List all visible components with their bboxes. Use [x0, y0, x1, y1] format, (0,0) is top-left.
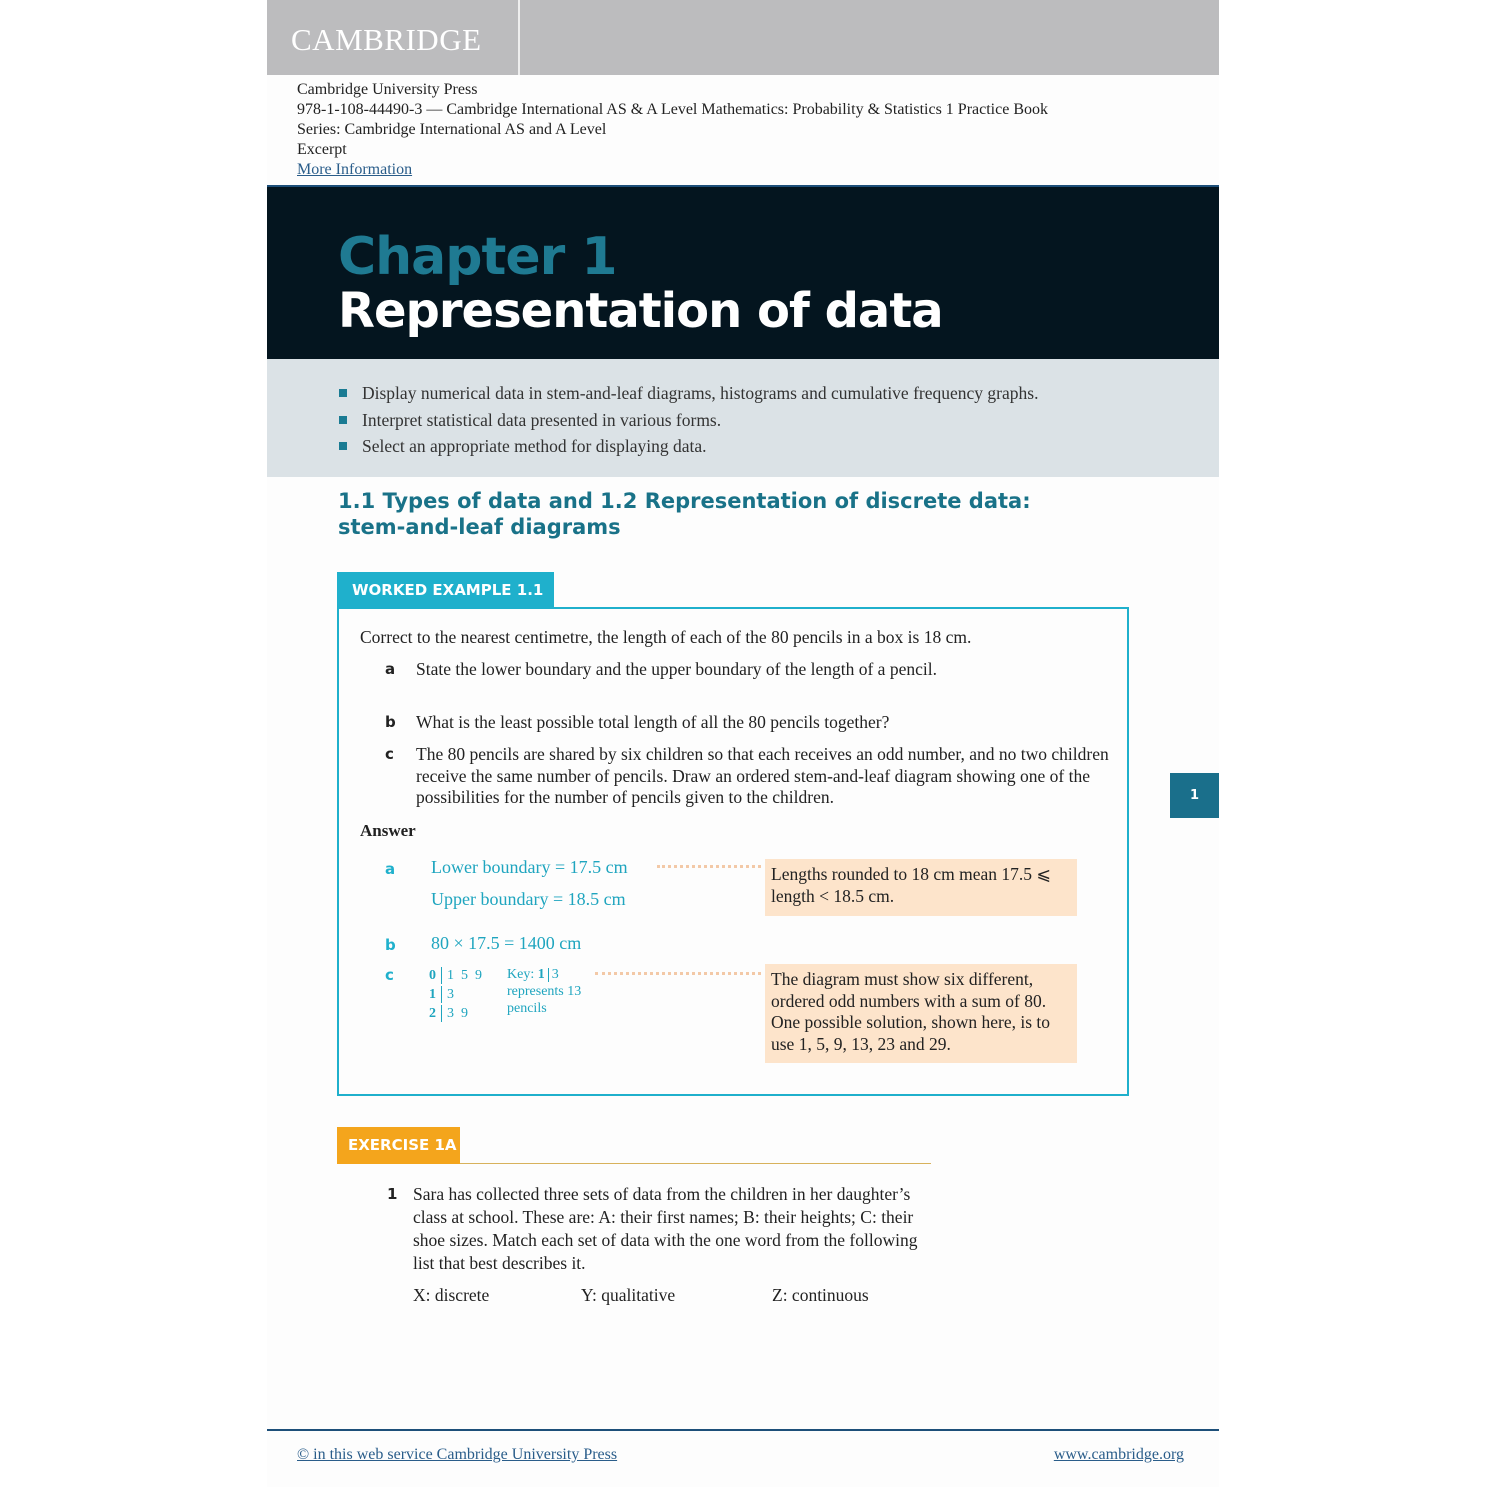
isbn-title: 978-1-108-44490-3 — Cambridge International AS & A Level Mathematics: Probability & Statistics 1 Practice Book	[297, 101, 1048, 118]
cambridge-logo	[267, 0, 520, 75]
key-leaf: 3	[551, 967, 559, 982]
learning-objectives	[267, 359, 1219, 477]
excerpt-label: Excerpt	[297, 141, 347, 158]
question-text: State the lower boundary and the upper boundary of the length of a pencil.	[416, 659, 937, 679]
answer-label-b: b	[385, 936, 396, 954]
worked-example-tab: WORKED EXAMPLE 1.1	[337, 572, 554, 608]
answer-heading: Answer	[360, 821, 416, 840]
page	[267, 0, 1219, 1487]
answer-a-line1: Lower boundary = 17.5 cm	[431, 857, 628, 877]
answer-label-a: a	[385, 860, 396, 878]
leaf-values: 1 5 9	[447, 968, 482, 983]
answer-label-c: c	[385, 966, 394, 984]
stem-value: 0	[429, 968, 436, 983]
stem-leaf-key	[507, 966, 602, 1017]
chapter-number: Chapter 1	[338, 227, 617, 287]
exercise-divider	[460, 1163, 931, 1164]
question-text: What is the least possible total length of all the 80 pencils together?	[416, 712, 890, 732]
question-label: c	[385, 745, 394, 763]
header-bar	[267, 0, 1219, 75]
key-label: Key:	[507, 967, 535, 982]
book-metadata	[297, 80, 1048, 180]
exercise-tab: EXERCISE 1A	[337, 1127, 460, 1164]
leaf-values: 3 9	[447, 1006, 468, 1021]
objective-item: Display numerical data in stem-and-leaf diagrams, histograms and cumulative frequency graphs.	[339, 380, 1038, 407]
answer-a-line2: Upper boundary = 18.5 cm	[431, 889, 626, 909]
section-heading: 1.1 Types of data and 1.2 Representation of discrete data: stem-and-leaf diagrams	[338, 489, 1031, 539]
question-text: The 80 pencils are shared by six children so that each receives an odd number, and no two children receive the same number of pencils. Draw an ordered stem-and-leaf diagram showing one of the possibilities for the number of pencils given to the children.	[416, 744, 1109, 807]
more-information-link[interactable]: More Information	[297, 161, 413, 178]
key-stem: 1	[537, 967, 545, 982]
option-x: X: discrete	[413, 1285, 490, 1305]
option-z: Z: continuous	[772, 1285, 869, 1305]
stem-row	[426, 1004, 482, 1023]
objective-item: Select an appropriate method for displaying data.	[339, 433, 1038, 460]
leaf-values: 3	[447, 987, 454, 1002]
footer-divider	[267, 1429, 1219, 1431]
note-c: The diagram must show six different, ordered odd numbers with a sum of 80. One possible solution, shown here, is to use 1, 5, 9, 13, 23 and 29.	[765, 964, 1077, 1063]
objective-item: Interpret statistical data presented in various forms.	[339, 407, 1038, 434]
stem-value: 1	[429, 987, 436, 1002]
stem-and-leaf-diagram	[426, 966, 482, 1023]
option-y: Y: qualitative	[581, 1285, 676, 1305]
leader-dots	[595, 972, 761, 975]
worked-example-intro: Correct to the nearest centimetre, the length of each of the 80 pencils in a box is 18 cm.	[360, 627, 972, 647]
series: Series: Cambridge International AS and A Level	[297, 121, 607, 138]
note-a: Lengths rounded to 18 cm mean 17.5 ⩽ length < 18.5 cm.	[765, 859, 1077, 916]
question-label: b	[385, 713, 396, 731]
worked-example-box	[337, 607, 1129, 1096]
answer-b-text: 80 × 17.5 = 1400 cm	[431, 933, 582, 953]
chapter-title: Representation of data	[338, 283, 943, 339]
chapter-banner	[267, 187, 1219, 359]
website-link[interactable]: www.cambridge.org	[1053, 1446, 1184, 1463]
question-label: 1	[387, 1185, 398, 1203]
logo-text: CAMBRIDGE	[291, 22, 482, 57]
stem-row	[426, 985, 482, 1004]
copyright-link[interactable]: © in this web service Cambridge University Press	[297, 1446, 618, 1463]
page-number-tab: 1	[1170, 773, 1219, 818]
publisher: Cambridge University Press	[297, 81, 478, 98]
leader-dots	[657, 865, 761, 868]
stem-row	[426, 966, 482, 985]
key-description: represents 13 pencils	[507, 984, 582, 1016]
stem-value: 2	[429, 1006, 436, 1021]
question-text: Sara has collected three sets of data from the children in her daughter’s class at school. These are: A: their first names; B: their heights; C: their shoe sizes. Match each set of data with the one word from the following list that best describes it.	[413, 1184, 918, 1273]
question-label: a	[385, 660, 396, 678]
